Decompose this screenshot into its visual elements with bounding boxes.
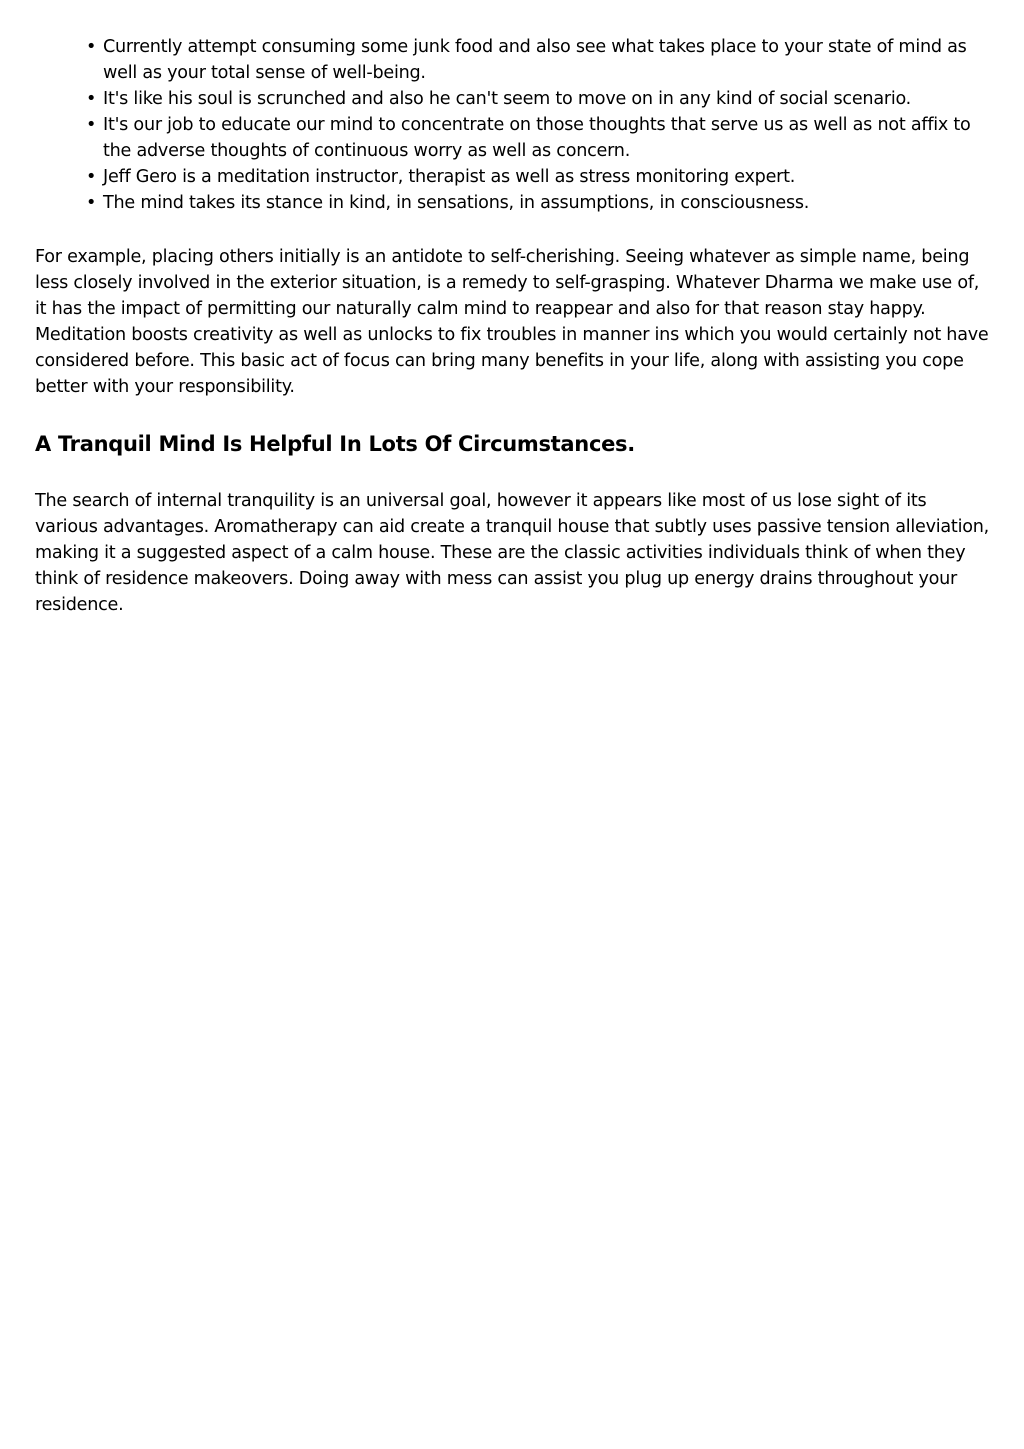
list-item-text: Currently attempt consuming some junk food and also see what takes place to your state of mind as well as your total sense of well-being. — [103, 37, 967, 83]
bullet-icon: • — [86, 89, 97, 109]
list-item-text: Jeff Gero is a meditation instructor, therapist as well as stress monitoring expert. — [103, 167, 796, 187]
section-heading: A Tranquil Mind Is Helpful In Lots Of Circumstances. — [35, 432, 635, 456]
list-item — [86, 164, 989, 190]
list-item-text: It's our job to educate our mind to concentrate on those thoughts that serve us as well as not affix to the adverse thoughts of continuous worry as well as concern. — [103, 115, 971, 161]
body-paragraph-2: The search of internal tranquility is an universal goal, however it appears like most of us lose sight of its various advantages. Aromatherapy can aid create a tranquil house that subtly uses passive tension alleviation, making it a suggested aspect of a calm house. These are the classic activities individuals think of when they think of residence makeovers. Doing away with mess can assist you plug up energy drains throughout your residence. — [35, 491, 989, 615]
bullet-icon: • — [86, 37, 97, 57]
list-item — [86, 112, 989, 164]
list-item — [86, 190, 989, 216]
body-paragraph-1: For example, placing others initially is an antidote to self-cherishing. Seeing whatever as simple name, being less closely involved in the exterior situation, is a remedy to self-grasping. Whatever Dharma we make use of, it has the impact of permitting our naturally calm mind to reappear and also for that reason stay happy. Meditation boosts creativity as well as unlocks to fix troubles in manner ins which you would certainly not have considered before. This basic act of focus can bring many benefits in your life, along with assisting you cope better with your responsibility. — [35, 247, 989, 397]
bullet-icon: • — [86, 115, 97, 135]
list-item-text: It's like his soul is scrunched and also he can't seem to move on in any kind of social scenario. — [103, 89, 912, 109]
list-item — [86, 34, 989, 86]
list-item — [86, 86, 989, 112]
bullet-icon: • — [86, 167, 97, 187]
list-item-text: The mind takes its stance in kind, in sensations, in assumptions, in consciousness. — [103, 193, 810, 213]
bullet-list — [35, 34, 989, 216]
bullet-icon: • — [86, 193, 97, 213]
